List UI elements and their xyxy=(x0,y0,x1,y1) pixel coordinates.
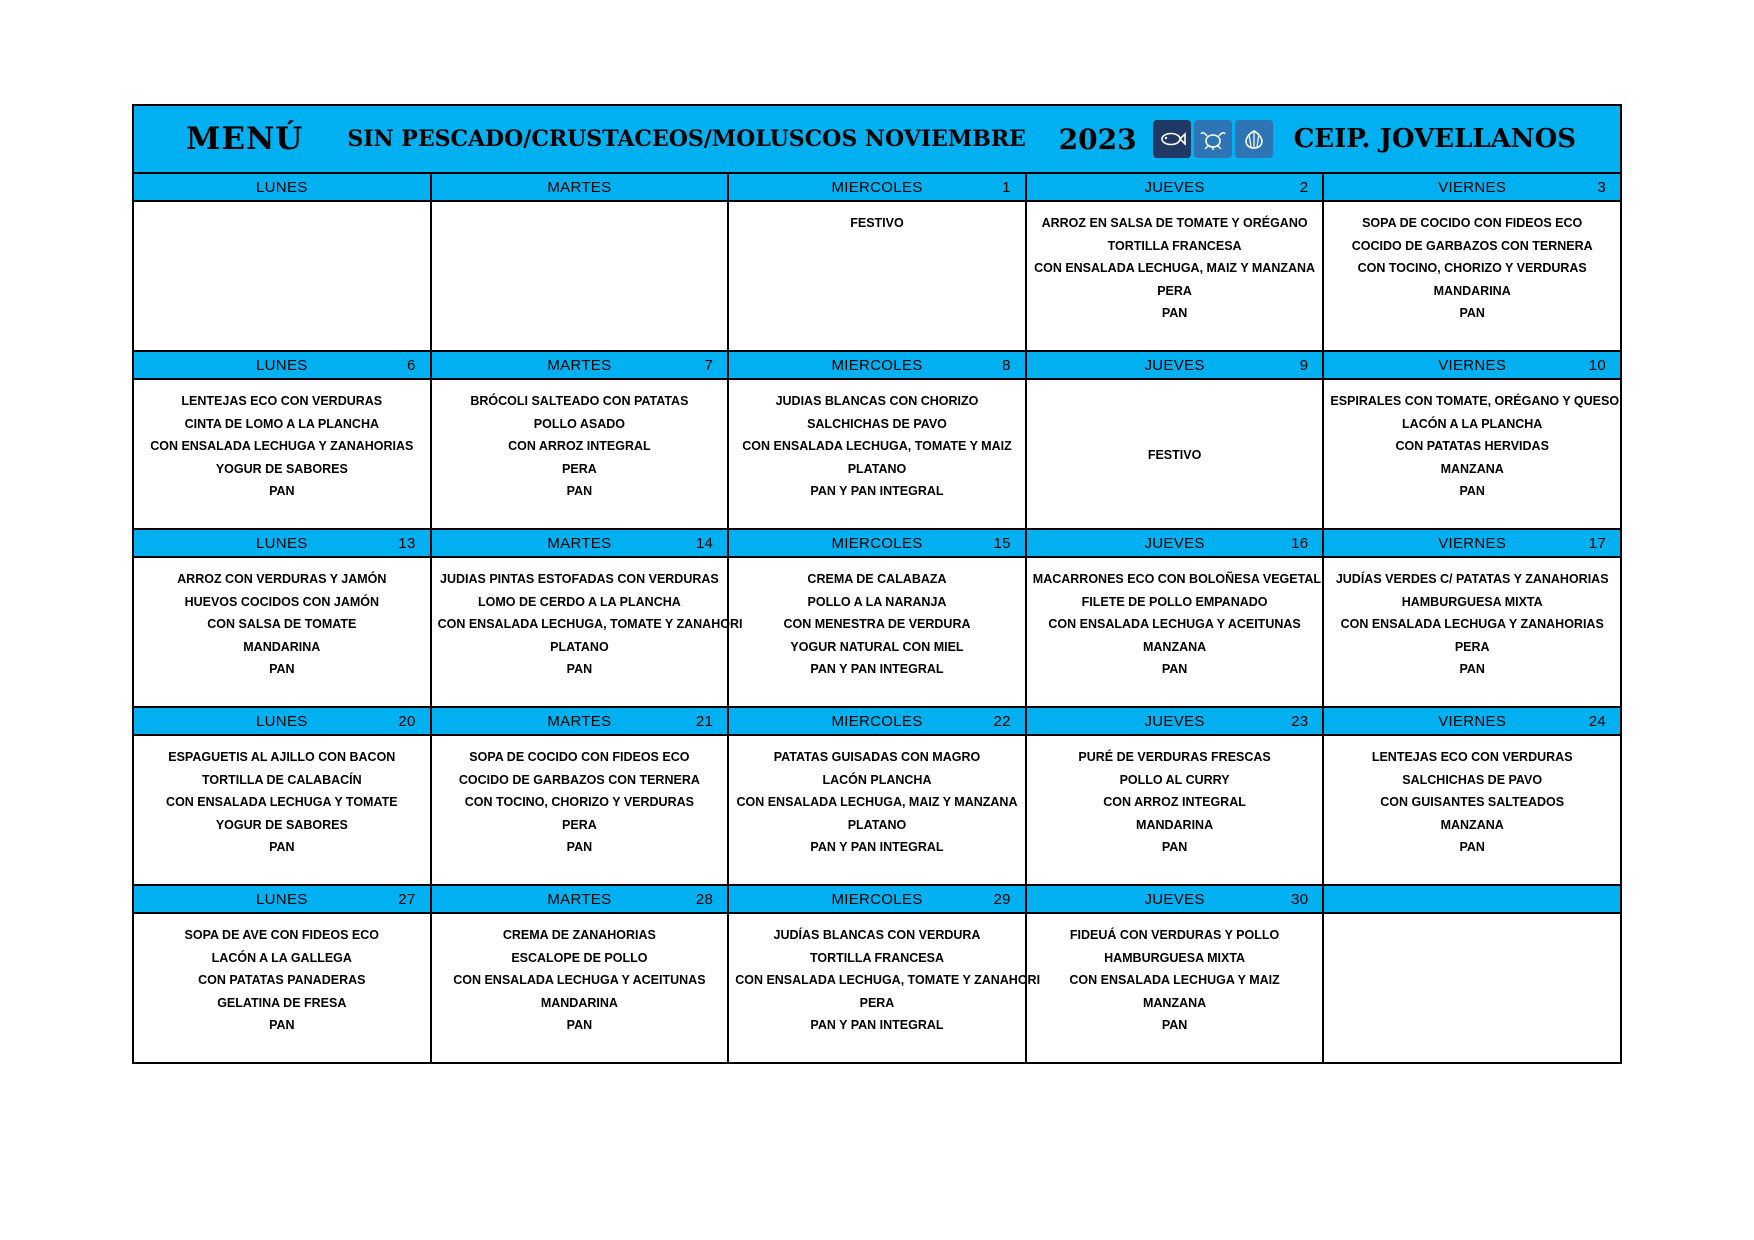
day-number: 10 xyxy=(1588,356,1606,374)
day-header-cell xyxy=(728,885,1026,913)
menu-line: PAN xyxy=(1459,840,1485,854)
menu-line: PERA xyxy=(1157,283,1192,298)
menu-lines xyxy=(432,736,728,884)
mollusc-icon xyxy=(1235,120,1273,158)
menu-line: MANZANA xyxy=(1440,461,1504,476)
menu-line: PAN xyxy=(269,1018,295,1032)
menu-document xyxy=(132,104,1622,1064)
menu-line: CON SALSA DE TOMATE xyxy=(207,617,357,631)
day-number: 1 xyxy=(1002,178,1011,196)
day-name: MARTES xyxy=(547,178,612,196)
day-number: 8 xyxy=(1002,356,1011,374)
day-name: MIERCOLES xyxy=(831,890,923,908)
menu-line: TORTILLA FRANCESA xyxy=(1107,238,1242,253)
day-name: MIERCOLES xyxy=(831,178,923,196)
menu-cell xyxy=(1026,557,1324,707)
day-header-cell xyxy=(133,351,431,379)
day-name: JUEVES xyxy=(1144,712,1205,730)
menu-cell-empty xyxy=(1323,913,1621,1063)
menu-line: ESCALOPE DE POLLO xyxy=(511,950,648,965)
menu-line: HAMBURGUESA MIXTA xyxy=(1104,950,1246,965)
day-header-cell xyxy=(728,529,1026,557)
menu-line: PATATAS GUISADAS CON MAGRO xyxy=(773,750,981,764)
day-number: 15 xyxy=(993,534,1011,552)
day-header xyxy=(1027,352,1323,378)
day-header xyxy=(729,886,1025,912)
day-name: JUEVES xyxy=(1144,534,1205,552)
day-name: MARTES xyxy=(547,534,612,552)
menu-lines xyxy=(1027,202,1323,350)
day-number: 29 xyxy=(993,890,1011,908)
day-header xyxy=(432,708,728,734)
day-number: 9 xyxy=(1299,356,1309,374)
day-number: 17 xyxy=(1588,534,1606,552)
day-header xyxy=(134,530,430,556)
day-name: MIERCOLES xyxy=(831,534,923,552)
menu-line: TORTILLA DE CALABACÍN xyxy=(201,772,362,787)
menu-lines xyxy=(729,914,1041,1062)
day-name: VIERNES xyxy=(1438,712,1507,730)
day-header xyxy=(1027,174,1323,200)
day-header-cell xyxy=(728,173,1026,201)
menu-line: PAN xyxy=(1161,662,1188,676)
menu-line: PAN xyxy=(1161,306,1188,320)
menu-line: CON ARROZ INTEGRAL xyxy=(1103,795,1246,809)
menu-line: MANZANA xyxy=(1142,639,1207,654)
menu-line: SALCHICHAS DE PAVO xyxy=(807,416,947,431)
menu-line: CON GUISANTES SALTEADOS xyxy=(1380,795,1565,809)
menu-cell xyxy=(431,913,729,1063)
menu-line: MACARRONES ECO CON BOLOÑESA VEGETAL xyxy=(1032,572,1321,586)
menu-line: PAN xyxy=(566,1018,593,1032)
week-menu-row xyxy=(133,379,1621,529)
menu-line: FESTIVO xyxy=(850,216,904,230)
menu-lines xyxy=(729,736,1025,884)
menu-cell xyxy=(431,201,729,351)
day-name: MARTES xyxy=(547,890,612,908)
menu-line: CON ENSALADA LECHUGA Y TOMATE xyxy=(166,795,398,809)
menu-cell xyxy=(1323,735,1621,885)
menu-line: SOPA DE COCIDO CON FIDEOS ECO xyxy=(469,750,690,764)
menu-line: CON ENSALADA LECHUGA, MAIZ Y MANZANA xyxy=(1034,261,1316,275)
menu-lines xyxy=(1027,558,1323,706)
menu-line: JUDIAS PINTAS ESTOFADAS CON VERDURAS xyxy=(440,572,719,586)
day-header xyxy=(134,708,430,734)
menu-lines xyxy=(729,558,1025,706)
day-name: VIERNES xyxy=(1438,178,1507,196)
menu-line: LACÓN A LA GALLEGA xyxy=(211,950,352,965)
menu-subtitle: SIN PESCADO/CRUSTACEOS/MOLUSCOS NOVIEMBRE xyxy=(347,126,1026,152)
menu-cell xyxy=(728,379,1026,529)
menu-line: CON TOCINO, CHORIZO Y VERDURAS xyxy=(1357,261,1587,275)
day-header xyxy=(1324,352,1620,378)
day-name: LUNES xyxy=(256,890,308,908)
menu-line: PAN xyxy=(1459,662,1485,676)
menu-line: PAN xyxy=(566,484,593,498)
day-header xyxy=(432,174,728,200)
menu-line: CON ENSALADA LECHUGA Y ACEITUNAS xyxy=(1048,617,1301,631)
menu-line: COCIDO DE GARBAZOS CON TERNERA xyxy=(458,772,700,787)
menu-line: CON ENSALADA LECHUGA Y MAIZ xyxy=(1069,973,1280,987)
menu-lines xyxy=(1324,380,1620,528)
menu-lines xyxy=(1027,914,1323,1062)
menu-lines xyxy=(1324,202,1620,350)
menu-line: CON ARROZ INTEGRAL xyxy=(508,439,651,453)
menu-line: PURÉ DE VERDURAS FRESCAS xyxy=(1078,750,1271,764)
day-header xyxy=(134,174,430,200)
menu-line: CON ENSALADA LECHUGA Y ACEITUNAS xyxy=(453,973,706,987)
day-name: LUNES xyxy=(256,712,308,730)
menu-cell xyxy=(1323,379,1621,529)
day-name: JUEVES xyxy=(1144,356,1205,374)
menu-year: 2023 xyxy=(1058,122,1137,156)
day-header xyxy=(729,530,1025,556)
menu-cell xyxy=(1323,201,1621,351)
week-header-row xyxy=(133,885,1621,913)
menu-lines xyxy=(432,202,728,350)
day-name: JUEVES xyxy=(1144,890,1205,908)
menu-line: CREMA DE CALABAZA xyxy=(807,572,947,586)
day-number: 24 xyxy=(1588,712,1606,730)
menu-line: CON TOCINO, CHORIZO Y VERDURAS xyxy=(464,795,694,809)
menu-line: PAN Y PAN INTEGRAL xyxy=(810,484,944,498)
school-name: CEIP. JOVELLANOS xyxy=(1293,124,1576,154)
menu-line: LOMO DE CERDO A LA PLANCHA xyxy=(478,594,681,609)
menu-line: HAMBURGUESA MIXTA xyxy=(1401,594,1543,609)
fish-icon xyxy=(1153,120,1191,158)
menu-line: GELATINA DE FRESA xyxy=(217,995,347,1010)
menu-lines xyxy=(134,380,430,528)
day-header xyxy=(134,352,430,378)
menu-cell xyxy=(1026,913,1324,1063)
menu-line: ARROZ EN SALSA DE TOMATE Y ORÉGANO xyxy=(1041,216,1308,230)
menu-line: JUDÍAS BLANCAS CON VERDURA xyxy=(773,928,981,942)
day-name: MIERCOLES xyxy=(831,356,923,374)
week-menu-row xyxy=(133,913,1621,1063)
menu-lines xyxy=(432,380,728,528)
day-name: LUNES xyxy=(256,178,308,196)
menu-line: CON ENSALADA LECHUGA Y ZANAHORIAS xyxy=(1340,617,1604,631)
week-menu-row xyxy=(133,735,1621,885)
menu-calendar xyxy=(132,172,1622,1064)
menu-lines xyxy=(432,914,728,1062)
crustacean-icon xyxy=(1194,120,1232,158)
menu-line: YOGUR DE SABORES xyxy=(215,461,348,476)
day-header-cell xyxy=(1026,351,1324,379)
day-header-cell xyxy=(1323,529,1621,557)
menu-line: LENTEJAS ECO CON VERDURAS xyxy=(1371,750,1573,764)
menu-line: FESTIVO xyxy=(1147,447,1202,462)
menu-lines xyxy=(729,380,1025,528)
menu-line: LACÓN PLANCHA xyxy=(822,772,932,787)
menu-line: POLLO A LA NARANJA xyxy=(807,594,947,609)
day-header-cell xyxy=(133,529,431,557)
menu-line: COCIDO DE GARBAZOS CON TERNERA xyxy=(1351,238,1593,253)
menu-cell xyxy=(431,735,729,885)
menu-cell xyxy=(133,735,431,885)
menu-line: PERA xyxy=(1454,639,1490,654)
menu-lines xyxy=(134,736,430,884)
day-number: 22 xyxy=(993,712,1011,730)
menu-lines xyxy=(432,558,743,706)
menu-line: TORTILLA FRANCESA xyxy=(809,950,944,965)
menu-cell xyxy=(133,557,431,707)
day-number: 16 xyxy=(1291,534,1309,552)
menu-line: YOGUR DE SABORES xyxy=(215,817,348,832)
day-header-cell xyxy=(1323,707,1621,735)
menu-line: CON ENSALADA LECHUGA, TOMATE Y ZANAHORI xyxy=(735,973,1041,987)
menu-line: CON MENESTRA DE VERDURA xyxy=(783,617,971,631)
day-header xyxy=(729,174,1025,200)
menu-line: PERA xyxy=(562,461,597,476)
allergen-icons xyxy=(1153,120,1276,158)
menu-line: SOPA DE COCIDO CON FIDEOS ECO xyxy=(1362,216,1583,230)
menu-cell xyxy=(1026,379,1324,529)
day-number: 21 xyxy=(695,712,714,730)
menu-lines xyxy=(1324,914,1620,1062)
menu-lines xyxy=(1027,380,1323,528)
day-header-cell xyxy=(431,529,729,557)
week-header-row xyxy=(133,173,1621,201)
menu-line: PAN Y PAN INTEGRAL xyxy=(810,1018,944,1032)
menu-cell xyxy=(431,379,729,529)
menu-cell xyxy=(728,557,1026,707)
day-header-cell xyxy=(1026,173,1324,201)
menu-line: PAN Y PAN INTEGRAL xyxy=(810,662,944,676)
menu-cell xyxy=(431,557,743,707)
menu-line: LACÓN A LA PLANCHA xyxy=(1402,416,1543,431)
day-number: 6 xyxy=(406,356,416,374)
day-header xyxy=(432,886,728,912)
day-number: 20 xyxy=(398,712,416,730)
menu-line: HUEVOS COCIDOS CON JAMÓN xyxy=(184,594,380,609)
menu-line: PAN xyxy=(566,662,593,676)
page-title: MENÚ xyxy=(186,121,304,157)
menu-cell xyxy=(1323,557,1621,707)
menu-line: ESPAGUETIS AL AJILLO CON BACON xyxy=(168,750,396,764)
menu-line: PAN xyxy=(269,840,295,854)
menu-lines xyxy=(1324,736,1620,884)
day-header-cell xyxy=(431,351,729,379)
menu-line: PERA xyxy=(562,817,597,832)
menu-line: MANZANA xyxy=(1142,995,1207,1010)
menu-line: MANDARINA xyxy=(1433,283,1511,298)
menu-line: CREMA DE ZANAHORIAS xyxy=(502,928,656,942)
menu-line: SALCHICHAS DE PAVO xyxy=(1402,772,1543,787)
day-number: 28 xyxy=(695,890,714,908)
menu-line: CON ENSALADA LECHUGA, MAIZ Y MANZANA xyxy=(736,795,1018,809)
menu-line: ARROZ CON VERDURAS Y JAMÓN xyxy=(177,572,387,586)
menu-line: PAN xyxy=(566,840,593,854)
menu-line: PLATANO xyxy=(847,817,907,832)
menu-line: MANZANA xyxy=(1440,817,1504,832)
menu-line: ESPIRALES CON TOMATE, ORÉGANO Y QUESO xyxy=(1330,394,1620,408)
menu-line: JUDÍAS VERDES C/ PATATAS Y ZANAHORIAS xyxy=(1335,572,1609,586)
day-header xyxy=(1324,530,1620,556)
menu-cell xyxy=(728,201,1026,351)
day-name: LUNES xyxy=(256,356,308,374)
day-header xyxy=(432,530,728,556)
day-header-cell xyxy=(728,351,1026,379)
day-header xyxy=(432,352,728,378)
menu-line: PAN xyxy=(1161,1018,1188,1032)
menu-cell xyxy=(1026,735,1324,885)
menu-lines xyxy=(134,914,430,1062)
day-number: 23 xyxy=(1291,712,1309,730)
day-number: 30 xyxy=(1291,890,1309,908)
menu-line: CON ENSALADA LECHUGA, TOMATE Y ZANAHORI xyxy=(437,617,743,631)
menu-line: JUDIAS BLANCAS CON CHORIZO xyxy=(775,394,979,408)
menu-line: FIDEUÁ CON VERDURAS Y POLLO xyxy=(1069,928,1280,942)
week-menu-row xyxy=(133,557,1621,707)
day-header-cell xyxy=(1026,529,1324,557)
menu-line: PLATANO xyxy=(847,461,907,476)
day-header xyxy=(1027,530,1323,556)
menu-cell xyxy=(1026,201,1324,351)
day-header xyxy=(729,708,1025,734)
day-name: MIERCOLES xyxy=(831,712,923,730)
day-header-empty xyxy=(1324,886,1620,912)
day-header xyxy=(134,886,430,912)
day-number: 2 xyxy=(1299,178,1309,196)
menu-line: MANDARINA xyxy=(540,995,618,1010)
day-number: 14 xyxy=(695,534,714,552)
menu-cell xyxy=(133,913,431,1063)
day-header xyxy=(1324,174,1620,200)
day-name: LUNES xyxy=(256,534,308,552)
day-name: MARTES xyxy=(547,712,612,730)
day-header xyxy=(729,352,1025,378)
day-header-cell xyxy=(1323,173,1621,201)
day-header-cell xyxy=(728,707,1026,735)
week-header-row xyxy=(133,351,1621,379)
day-header-cell xyxy=(431,707,729,735)
day-header-cell xyxy=(1026,707,1324,735)
menu-line: SOPA DE AVE CON FIDEOS ECO xyxy=(184,928,380,942)
menu-line: PAN Y PAN INTEGRAL xyxy=(810,840,944,854)
menu-line: LENTEJAS ECO CON VERDURAS xyxy=(181,394,383,408)
menu-line: PAN xyxy=(269,662,295,676)
day-header xyxy=(1027,708,1323,734)
day-header-cell xyxy=(133,173,431,201)
menu-cell xyxy=(728,735,1026,885)
menu-lines xyxy=(1324,558,1620,706)
day-header-cell xyxy=(431,173,729,201)
menu-header-banner xyxy=(132,104,1622,172)
menu-line: MANDARINA xyxy=(1136,817,1214,832)
menu-line: CON PATATAS PANADERAS xyxy=(198,973,366,987)
menu-line: PAN xyxy=(1161,840,1188,854)
menu-line: CON ENSALADA LECHUGA, TOMATE Y MAIZ xyxy=(742,439,1012,453)
day-number: 7 xyxy=(704,356,714,374)
menu-line: PERA xyxy=(859,995,895,1010)
menu-line: BRÓCOLI SALTEADO CON PATATAS xyxy=(470,394,689,408)
week-header-row xyxy=(133,707,1621,735)
day-name: VIERNES xyxy=(1438,534,1507,552)
day-name: VIERNES xyxy=(1438,356,1507,374)
day-header-cell xyxy=(133,885,431,913)
menu-lines xyxy=(134,558,430,706)
menu-line: PAN xyxy=(1459,306,1485,320)
menu-line: PLATANO xyxy=(550,639,609,654)
menu-line: FILETE DE POLLO EMPANADO xyxy=(1081,594,1268,609)
day-name: MARTES xyxy=(547,356,612,374)
menu-line: POLLO AL CURRY xyxy=(1119,772,1230,787)
menu-line: MANDARINA xyxy=(243,639,321,654)
menu-lines xyxy=(729,202,1025,350)
day-number: 13 xyxy=(398,534,416,552)
week-header-row xyxy=(133,529,1621,557)
day-number: 27 xyxy=(398,890,416,908)
day-header-cell xyxy=(1323,351,1621,379)
menu-line: CON PATATAS HERVIDAS xyxy=(1395,439,1549,453)
menu-line: CON ENSALADA LECHUGA Y ZANAHORIAS xyxy=(150,439,414,453)
menu-cell xyxy=(728,913,1041,1063)
day-header-cell-empty xyxy=(1323,885,1621,913)
week-menu-row xyxy=(133,201,1621,351)
day-header-cell xyxy=(133,707,431,735)
day-header xyxy=(1324,708,1620,734)
menu-line: PAN xyxy=(269,484,295,498)
day-name: JUEVES xyxy=(1144,178,1205,196)
menu-line: CINTA DE LOMO A LA PLANCHA xyxy=(184,416,380,431)
day-header-cell xyxy=(431,885,729,913)
menu-line: POLLO ASADO xyxy=(533,416,625,431)
menu-lines xyxy=(1027,736,1323,884)
menu-cell xyxy=(133,201,431,351)
day-header-cell xyxy=(1026,885,1324,913)
menu-line: YOGUR NATURAL CON MIEL xyxy=(790,639,964,654)
day-number: 3 xyxy=(1597,178,1606,196)
menu-line: PAN xyxy=(1459,484,1485,498)
menu-cell xyxy=(133,379,431,529)
menu-lines xyxy=(134,202,430,350)
day-header xyxy=(1027,886,1323,912)
